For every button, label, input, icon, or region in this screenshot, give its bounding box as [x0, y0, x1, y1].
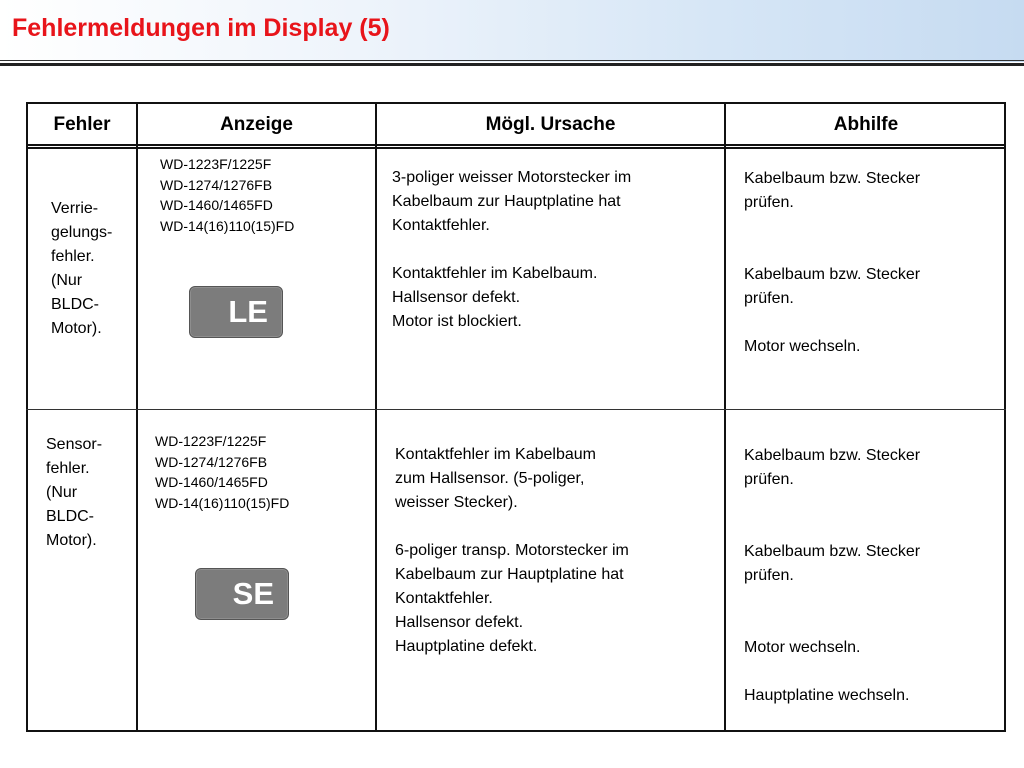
row-divider	[26, 409, 1006, 410]
row2-models: WD-1223F/1225F WD-1274/1276FB WD-1460/1465FD WD-14(16)110(15)FD	[155, 433, 290, 511]
column-header-anzeige: Anzeige	[220, 114, 293, 135]
row2-abhilfe: Kabelbaum bzw. Stecker prüfen. Kabelbaum bzw. Stecker prüfen. Motor wechseln. Hauptplatine wechseln.	[744, 447, 921, 704]
row1-ursache: 3-poliger weisser Motorstecker im Kabelbaum zur Hauptplatine hat Kontaktfehler. Kontaktfehler im Kabelbaum. Hallsensor defekt. Motor ist blockiert.	[392, 169, 632, 330]
row1-fehler: Verrie- gelungs- fehler. (Nur BLDC- Motor).	[51, 200, 113, 337]
header-bar	[0, 0, 1024, 62]
row2-display-code: SE	[195, 568, 289, 620]
header-row-divider	[26, 144, 1006, 146]
column-divider	[375, 102, 377, 732]
column-header-fehler: Fehler	[53, 114, 111, 135]
header-row-divider	[26, 147, 1006, 149]
column-header-ursache: Mögl. Ursache	[485, 114, 616, 135]
column-divider	[724, 102, 726, 732]
header-divider-thick	[0, 63, 1024, 66]
row1-abhilfe: Kabelbaum bzw. Stecker prüfen. Kabelbaum bzw. Stecker prüfen. Motor wechseln.	[744, 170, 921, 355]
row1-models: WD-1223F/1225F WD-1274/1276FB WD-1460/1465FD WD-14(16)110(15)FD	[160, 156, 295, 234]
row2-fehler: Sensor- fehler. (Nur BLDC- Motor).	[46, 436, 103, 549]
page-title: Fehlermeldungen im Display (5)	[12, 14, 390, 42]
header-divider-thin	[0, 60, 1024, 61]
column-header-abhilfe: Abhilfe	[833, 114, 899, 135]
column-divider	[136, 102, 138, 732]
row2-ursache: Kontaktfehler im Kabelbaum zum Hallsensor. (5-poliger, weisser Stecker). 6-poliger transp. Motorstecker im Kabelbaum zur Hauptplatine hat Kontaktfehler. Hallsensor defekt. Hauptplatine defekt.	[395, 446, 629, 655]
row1-display-code: LE	[189, 286, 283, 338]
